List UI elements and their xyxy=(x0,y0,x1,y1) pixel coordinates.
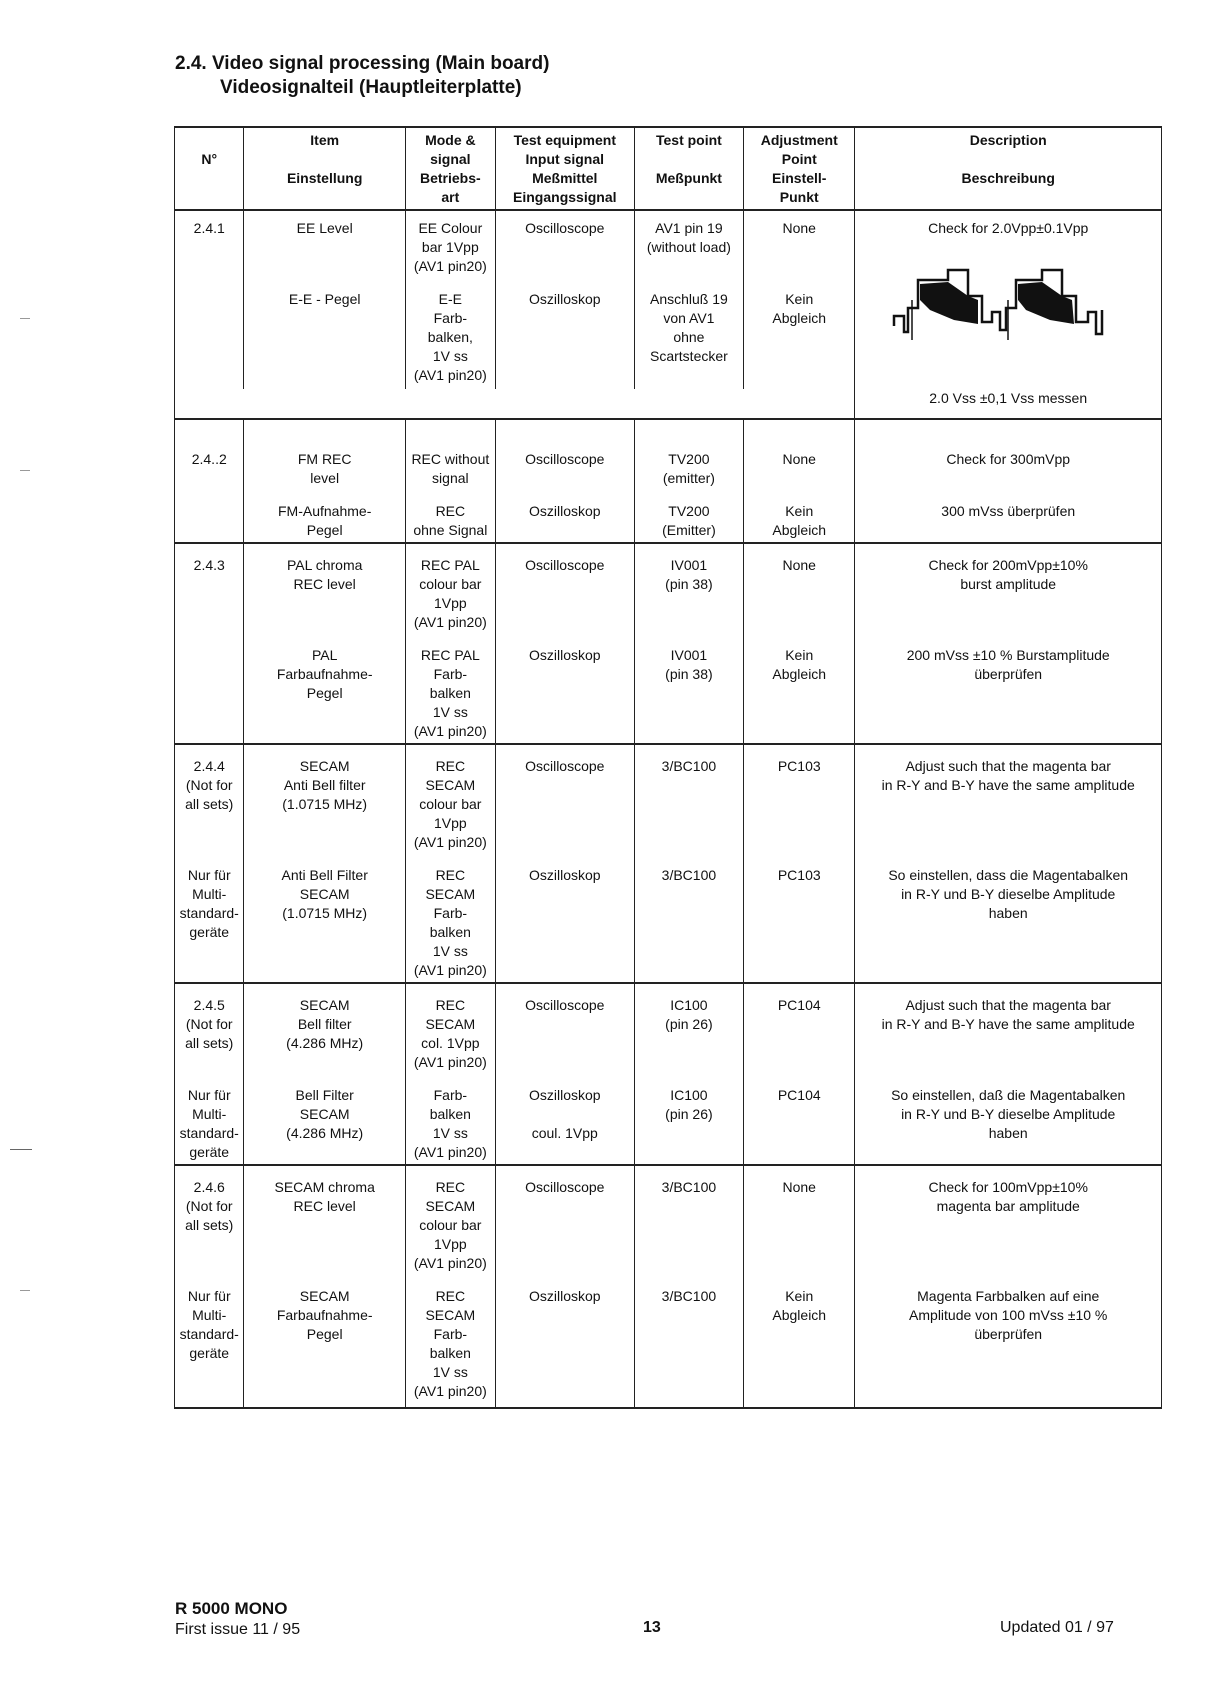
cell-item: EE Level xyxy=(244,210,405,276)
cell-test-point: AV1 pin 19 (without load) xyxy=(634,210,743,276)
header-mode-en: Mode & signal xyxy=(425,132,476,167)
cell-description: 200 mVss ±10 % Burstamplitude überprüfen xyxy=(855,632,1162,744)
cell-item: PAL chroma REC level xyxy=(244,543,405,632)
page-title xyxy=(175,52,549,100)
cell-equipment: Oszilloskop coul. 1Vpp xyxy=(495,1072,634,1165)
adjustment-table xyxy=(174,126,1162,1409)
scan-mark xyxy=(20,318,30,319)
cell-item: Bell Filter SECAM (4.286 MHz) xyxy=(244,1072,405,1165)
header-test-point-de: Meßpunkt xyxy=(655,170,722,186)
cell-mode: E-E Farb- balken, 1V ss (AV1 pin20) xyxy=(405,276,495,389)
cell-equipment: Oscilloscope xyxy=(495,419,634,488)
table-row xyxy=(175,1165,1162,1273)
header-test-point xyxy=(634,127,743,210)
cell-item: SECAM Anti Bell filter (1.0715 MHz) xyxy=(244,744,405,852)
cell-equipment: Oscilloscope xyxy=(495,543,634,632)
cell-no: 2.4.1 xyxy=(175,210,244,276)
header-item-de: Einstellung xyxy=(286,170,363,186)
cell-adjustment: Kein Abgleich xyxy=(744,488,855,543)
cell-mode: REC SECAM colour bar 1Vpp (AV1 pin20) xyxy=(405,1165,495,1273)
header-item xyxy=(244,127,405,210)
cell-no: Nur für Multi- standard- geräte xyxy=(175,852,244,983)
oscilloscope-waveform-icon xyxy=(890,260,1126,356)
table-row xyxy=(175,744,1162,852)
cell-test-point: 3/BC100 xyxy=(634,744,743,852)
header-equipment xyxy=(495,127,634,210)
cell-test-point: TV200 (Emitter) xyxy=(634,488,743,543)
cell-test-point: 3/BC100 xyxy=(634,852,743,983)
cell-test-point: IV001 (pin 38) xyxy=(634,632,743,744)
cell-no: 2.4..2 xyxy=(175,419,244,488)
cell-equipment: Oscilloscope xyxy=(495,983,634,1072)
title-german: Videosignalteil (Hauptleiterplatte) xyxy=(220,77,522,98)
header-mode-de: Betriebs- art xyxy=(420,170,481,205)
title-english: 2.4. Video signal processing (Main board) xyxy=(175,53,550,74)
table-row xyxy=(175,488,1162,543)
cell-adjustment: PC103 xyxy=(744,852,855,983)
cell-adjustment: PC103 xyxy=(744,744,855,852)
cell-item: E-E - Pegel xyxy=(244,276,405,389)
header-equipment-en: Test equipment Input signal xyxy=(513,132,616,167)
cell-adjustment: Kein Abgleich xyxy=(744,1273,855,1408)
cell-adjustment: Kein Abgleich xyxy=(744,276,855,389)
header-item-en: Item xyxy=(310,132,340,148)
cell-equipment: Oszilloskop xyxy=(495,276,634,389)
cell-description: 2.0 Vss ±0,1 Vss messen xyxy=(855,389,1162,419)
updated-date: Updated 01 / 97 xyxy=(1000,1619,1114,1636)
cell-no: 2.4.5 (Not for all sets) xyxy=(175,983,244,1072)
cell-mode: Farb- balken 1V ss (AV1 pin20) xyxy=(405,1072,495,1165)
model-name: R 5000 MONO xyxy=(175,1599,288,1618)
cell-equipment: Oscilloscope xyxy=(495,744,634,852)
cell-test-point: 3/BC100 xyxy=(634,1165,743,1273)
header-adjustment-en: Adjustment Point xyxy=(760,132,838,167)
header-equipment-de: Meßmittel Eingangssignal xyxy=(513,170,617,205)
cell-no: 2.4.4 (Not for all sets) xyxy=(175,744,244,852)
cell-mode: EE Colour bar 1Vpp (AV1 pin20) xyxy=(405,210,495,276)
cell-adjustment: Kein Abgleich xyxy=(744,632,855,744)
cell-item: SECAM chroma REC level xyxy=(244,1165,405,1273)
table-row xyxy=(175,419,1162,488)
cell-no xyxy=(175,632,244,744)
cell-mode: REC PAL Farb- balken 1V ss (AV1 pin20) xyxy=(405,632,495,744)
cell-description: Check for 200mVpp±10% burst amplitude xyxy=(855,543,1162,632)
cell-test-point: TV200 (emitter) xyxy=(634,419,743,488)
cell-no: 2.4.3 xyxy=(175,543,244,632)
table-header-row xyxy=(175,127,1162,210)
cell-item: SECAM Bell filter (4.286 MHz) xyxy=(244,983,405,1072)
cell-mode: REC SECAM Farb- balken 1V ss (AV1 pin20) xyxy=(405,1273,495,1408)
cell-description: Adjust such that the magenta bar in R-Y and B-Y have the same amplitude xyxy=(855,744,1162,852)
cell-equipment: Oszilloskop xyxy=(495,632,634,744)
table-row xyxy=(175,1072,1162,1165)
scan-mark xyxy=(10,1149,32,1150)
cell-adjustment: PC104 xyxy=(744,983,855,1072)
cell-description: Adjust such that the magenta bar in R-Y and B-Y have the same amplitude xyxy=(855,983,1162,1072)
cell-equipment: Oszilloskop xyxy=(495,1273,634,1408)
table-row xyxy=(175,389,1162,419)
cell-item: SECAM Farbaufnahme- Pegel xyxy=(244,1273,405,1408)
table-row xyxy=(175,1273,1162,1408)
cell-mode: REC SECAM Farb- balken 1V ss (AV1 pin20) xyxy=(405,852,495,983)
cell-no: 2.4.6 (Not for all sets) xyxy=(175,1165,244,1273)
table-row xyxy=(175,210,1162,276)
cell-description: Check for 2.0Vpp±0.1Vpp xyxy=(855,210,1162,389)
header-test-point-en: Test point xyxy=(655,132,722,148)
scan-mark xyxy=(20,470,30,471)
cell-description: So einstellen, dass die Magentabalken in R-Y und B-Y dieselbe Amplitude haben xyxy=(855,852,1162,983)
cell-equipment: Oscilloscope xyxy=(495,1165,634,1273)
cell-description: 300 mVss überprüfen xyxy=(855,488,1162,543)
cell-mode: REC SECAM col. 1Vpp (AV1 pin20) xyxy=(405,983,495,1072)
cell-item: FM-Aufnahme- Pegel xyxy=(244,488,405,543)
header-description xyxy=(855,127,1162,210)
footer-left xyxy=(175,1598,300,1640)
cell-test-point: IV001 (pin 38) xyxy=(634,543,743,632)
table-row xyxy=(175,632,1162,744)
cell-no: Nur für Multi- standard- geräte xyxy=(175,1273,244,1408)
cell-description: Check for 100mVpp±10% magenta bar amplitude xyxy=(855,1165,1162,1273)
cell-adjustment: None xyxy=(744,210,855,276)
cell-description: Magenta Farbbalken auf eine Amplitude von 100 mVss ±10 % überprüfen xyxy=(855,1273,1162,1408)
cell-mode: REC SECAM colour bar 1Vpp (AV1 pin20) xyxy=(405,744,495,852)
scan-mark xyxy=(20,1290,30,1291)
cell-adjustment: None xyxy=(744,419,855,488)
header-adjustment-de: Einstell- Punkt xyxy=(772,170,827,205)
cell-no: Nur für Multi- standard- geräte xyxy=(175,1072,244,1165)
header-mode xyxy=(405,127,495,210)
cell-item: PAL Farbaufnahme- Pegel xyxy=(244,632,405,744)
cell-no xyxy=(175,488,244,543)
cell-mode: REC ohne Signal xyxy=(405,488,495,543)
cell-test-point: IC100 (pin 26) xyxy=(634,1072,743,1165)
header-adjustment xyxy=(744,127,855,210)
cell-description: So einstellen, daß die Magentabalken in R-Y und B-Y dieselbe Amplitude haben xyxy=(855,1072,1162,1165)
cell-adjustment: None xyxy=(744,1165,855,1273)
cell-equipment: Oszilloskop xyxy=(495,852,634,983)
cell-test-point: 3/BC100 xyxy=(634,1273,743,1408)
header-description-de: Beschreibung xyxy=(961,170,1055,186)
table-row xyxy=(175,852,1162,983)
cell-test-point: Anschluß 19 von AV1 ohne Scartstecker xyxy=(634,276,743,389)
cell-description: Check for 300mVpp xyxy=(855,419,1162,488)
issue-date: First issue 11 / 95 xyxy=(175,1621,301,1638)
cell-mode: REC PAL colour bar 1Vpp (AV1 pin20) xyxy=(405,543,495,632)
header-no xyxy=(175,127,244,210)
table-row xyxy=(175,543,1162,632)
cell-equipment: Oscilloscope xyxy=(495,210,634,276)
cell-adjustment: None xyxy=(744,543,855,632)
table-row xyxy=(175,983,1162,1072)
cell-equipment: Oszilloskop xyxy=(495,488,634,543)
header-no-label: N° xyxy=(201,151,218,167)
cell-item: FM REC level xyxy=(244,419,405,488)
cell-item: Anti Bell Filter SECAM (1.0715 MHz) xyxy=(244,852,405,983)
page-number: 13 xyxy=(643,1619,661,1636)
cell-no xyxy=(175,276,244,389)
cell-test-point: IC100 (pin 26) xyxy=(634,983,743,1072)
cell-mode: REC without signal xyxy=(405,419,495,488)
cell-adjustment: PC104 xyxy=(744,1072,855,1165)
header-description-en: Description xyxy=(969,132,1047,148)
